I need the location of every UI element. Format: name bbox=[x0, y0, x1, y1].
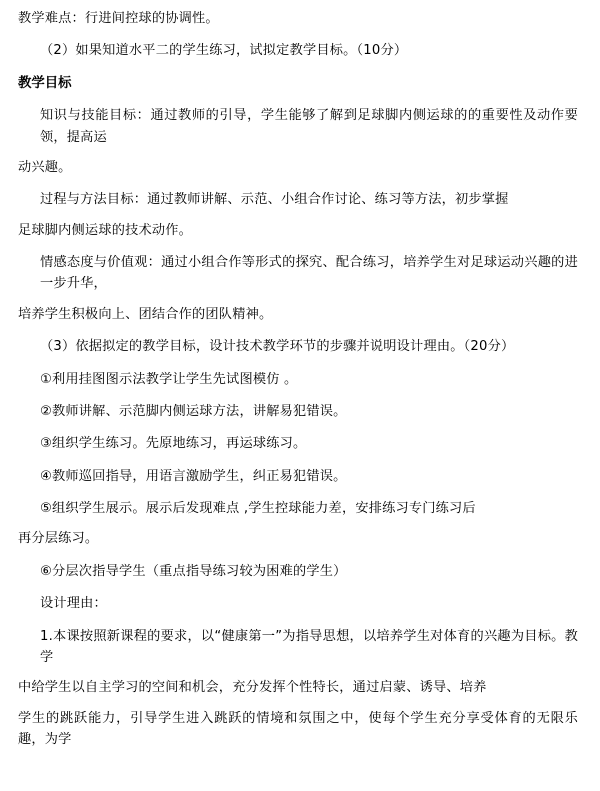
list-item: ①利用挂图图示法教学让学生先试图模仿 。 bbox=[40, 371, 298, 387]
document-paragraph: 情感态度与价值观：通过小组合作等形式的探究、配合练习，培养学生对足球运动兴趣的进一步升华， bbox=[40, 255, 578, 292]
document-paragraph: 学生的跳跃能力，引导学生进入跳跃的情境和氛围之中，使每个学生充分享受体育的无限乐趣，为学 bbox=[18, 710, 578, 748]
document-paragraph: 过程与方法目标：通过教师讲解、示范、小组合作讨论、练习等方法，初步掌握 bbox=[40, 192, 509, 208]
document-paragraph: 中给学生以自主学习的空间和机会，充分发挥个性特长，通过启蒙、诱导、培养 bbox=[18, 680, 487, 696]
document-paragraph: 教学难点：行进间控球的协调性。 bbox=[18, 11, 219, 26]
document-paragraph: （2）如果知道水平二的学生练习，试拟定教学目标。（10分） bbox=[40, 43, 408, 59]
document-paragraph: 足球脚内侧运球的技术动作。 bbox=[18, 222, 193, 238]
document-paragraph: 动兴趣。 bbox=[18, 159, 72, 175]
section-heading-teaching-goals: 教学目标 bbox=[18, 75, 72, 91]
list-item: ④教师巡回指导，用语言激励学生，纠正易犯错误。 bbox=[40, 468, 347, 484]
document-paragraph: 培养学生积极向上、团结合作的团队精神。 bbox=[18, 306, 273, 322]
document-paragraph: 1.本课按照新课程的要求，以“健康第一”为指导思想，以培养学生对体育的兴趣为目标。教学 bbox=[40, 628, 578, 665]
document-paragraph: （3）依据拟定的教学目标，设计技术教学环节的步骤并说明设计理由。（20分） bbox=[40, 339, 515, 355]
list-item: ⑤组织学生展示。展示后发现难点 ,学生控球能力差，安排练习专门练习后 bbox=[40, 501, 476, 517]
list-item: ⑥分层次指导学生（重点指导练习较为困难的学生） bbox=[40, 563, 347, 579]
design-rationale-label: 设计理由： bbox=[40, 596, 107, 612]
document-paragraph: 再分层练习。 bbox=[18, 531, 99, 547]
list-item: ③组织学生练习。先原地练习，再运球练习。 bbox=[40, 436, 307, 452]
document-paragraph: 知识与技能目标：通过教师的引导，学生能够了解到足球脚内侧运球的的重要性及动作要领，提高运 bbox=[40, 108, 578, 145]
list-item: ②教师讲解、示范脚内侧运球方法，讲解易犯错误。 bbox=[40, 403, 347, 419]
